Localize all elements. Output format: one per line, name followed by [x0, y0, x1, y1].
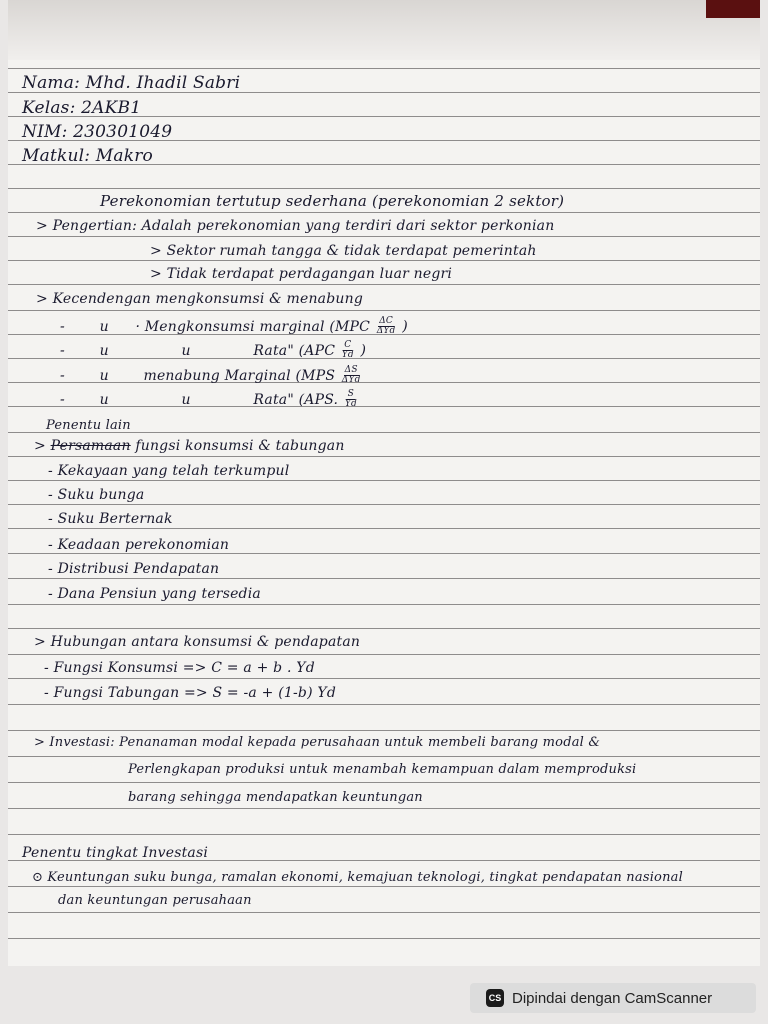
camscanner-text: Dipindai dengan CamScanner	[512, 989, 713, 1007]
investment-definition-2: Perlengkapan produksi untuk menambah kemampuan dalam memproduksi	[128, 762, 637, 777]
relationship-heading: > Hubungan antara konsumsi & pendapatan	[34, 634, 361, 650]
savings-function: - Fungsi Tabungan => S = -a + (1-b) Yd	[44, 685, 336, 701]
investment-level-line-1: ⊙ Keuntungan suku bunga, ramalan ekonomi, kemajuan teknologi, tingkat pendapatan nasional	[32, 870, 683, 885]
tendency-row: - u · Mengkonsumsi marginal (MPC $\frac{\Delta C}{\text{ΔYd}}$ )	[60, 316, 408, 336]
camscanner-watermark	[470, 983, 756, 1013]
ruled-line	[8, 886, 760, 887]
investment-definition-3: barang sehingga mendapatkan keuntungan	[128, 790, 423, 805]
ruled-line	[8, 504, 760, 505]
fraction-mps: $\frac{\Delta S}{\text{ΔYd}}$	[341, 365, 361, 385]
ruled-line	[8, 578, 760, 579]
investment-level-heading: Penentu tingkat Investasi	[22, 845, 209, 861]
ruled-line	[8, 704, 760, 705]
definition-point-2: > Tidak terdapat perdagangan luar negri	[150, 266, 453, 282]
ruled-line	[8, 236, 760, 237]
ruled-line	[8, 260, 760, 261]
student-nim: NIM: 230301049	[22, 122, 173, 142]
definition-line: > Pengertian: Adalah perekonomian yang terdiri dari sektor perkonian	[36, 218, 555, 234]
ruled-line	[8, 912, 760, 913]
fraction-aps: $\frac{S}{Yd}$	[344, 389, 357, 409]
tendency-row: - u menabung Marginal (MPS $\frac{\Delta S}{\text{ΔYd}}$	[60, 365, 361, 385]
ruled-line	[8, 834, 760, 835]
fraction-mpc: $\frac{\Delta C}{\text{ΔYd}}$	[376, 316, 396, 336]
ruled-line	[8, 480, 760, 481]
fraction-apc: $\frac{C}{Yd}$	[341, 340, 354, 360]
ruled-line	[8, 604, 760, 605]
ruled-line	[8, 188, 760, 189]
factor-item: - Suku Berternak	[48, 511, 173, 527]
page-top-shadow	[8, 0, 760, 60]
section-title-penentu: Penentu lain	[46, 418, 131, 433]
ruled-line	[8, 938, 760, 939]
section-title-perekonomian: Perekonomian tertutup sederhana (perekonomian 2 sektor)	[100, 192, 565, 210]
tendency-heading: > Kecendengan mengkonsumsi & menabung	[36, 291, 363, 307]
ruled-line	[8, 284, 760, 285]
ruled-line	[8, 808, 760, 809]
ruled-line	[8, 528, 760, 529]
factor-item: - Suku bunga	[48, 487, 145, 503]
factor-item: - Kekayaan yang telah terkumpul	[48, 463, 290, 479]
course-name: Matkul: Makro	[22, 146, 153, 166]
investment-level-line-2: dan keuntungan perusahaan	[58, 893, 252, 908]
investment-definition-1: > Investasi: Penanaman modal kepada perusahaan untuk membeli barang modal &	[34, 735, 601, 750]
factor-item: - Dana Pensiun yang tersedia	[48, 586, 261, 602]
student-class: Kelas: 2AKB1	[22, 98, 142, 118]
ruled-line	[8, 212, 760, 213]
ruled-line	[8, 628, 760, 629]
ruled-line	[8, 678, 760, 679]
ruled-line	[8, 68, 760, 69]
student-name: Nama: Mhd. Ihadil Sabri	[22, 73, 241, 93]
ruled-line	[8, 730, 760, 731]
ruled-line	[8, 456, 760, 457]
ruled-line	[8, 756, 760, 757]
factor-item: - Distribusi Pendapatan	[48, 561, 220, 577]
factor-item: - Keadaan perekonomian	[48, 537, 230, 553]
ruled-line	[8, 654, 760, 655]
functions-heading: > Persamaan fungsi konsumsi & tabungan	[34, 438, 345, 454]
definition-point-1: > Sektor rumah tangga & tidak terdapat pemerintah	[150, 243, 537, 259]
ruled-line	[8, 310, 760, 311]
notebook-page	[8, 0, 760, 966]
ruled-line	[8, 782, 760, 783]
consumption-function: - Fungsi Konsumsi => C = a + b . Yd	[44, 660, 315, 676]
tendency-row: - u u Rata" (APC $\frac{C}{Yd}$ )	[60, 340, 367, 360]
tendency-row: - u u Rata" (APS. $\frac{S}{Yd}$	[60, 389, 357, 409]
page-corner-mark	[706, 0, 760, 18]
camscanner-logo-icon: CS	[486, 989, 504, 1007]
ruled-line	[8, 553, 760, 554]
